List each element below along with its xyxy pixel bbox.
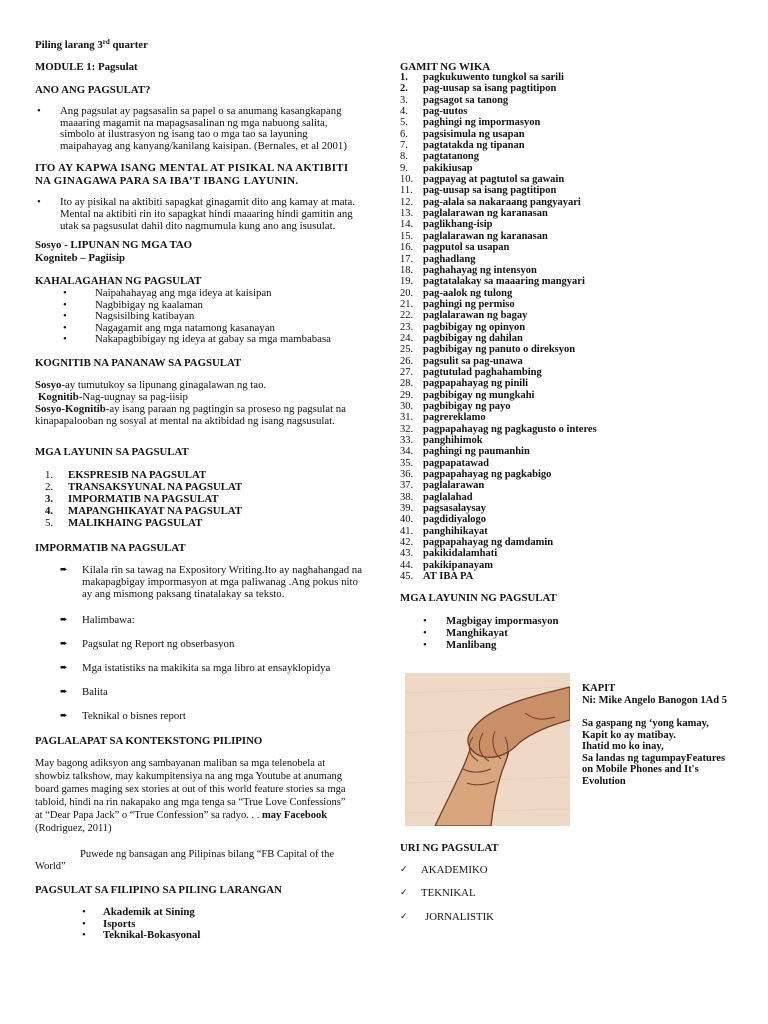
poem-line: Sa gaspang ng ‘yong kamay, [582, 718, 709, 729]
gamit-item [400, 458, 597, 469]
kahalagahan-item-marker: • [63, 298, 67, 311]
gamit-item-marker: 11. [400, 185, 413, 197]
gamit-item-marker: 31. [400, 412, 414, 424]
gamit-item [400, 310, 597, 321]
paragraph-line: maipahayag ang kanyang/kanilang kaisipan. (Bernales, et al 2001) [60, 140, 347, 153]
gamit-item-text: pagbibigay ng dahilan [423, 332, 523, 344]
layunin-item-text: MAPANGHIKAYAT NA PAGSULAT [68, 505, 242, 517]
gamit-item [400, 526, 597, 537]
gamit-item [400, 548, 597, 559]
gamit-item [400, 356, 597, 367]
gamit-item-marker: 44. [400, 559, 414, 571]
uri-item [400, 912, 494, 924]
gamit-item-text: pagsulit sa pag-unawa [423, 355, 523, 367]
kahalagahan-item-marker: • [63, 321, 67, 334]
gamit-item-marker: 8. [400, 151, 408, 163]
sosyo-definition-text: -ay tumutukoy sa lipunang ginagalawan ng tao. [61, 379, 267, 391]
gamit-item-marker: 28. [400, 378, 414, 390]
impormatib-item [60, 687, 367, 699]
larangan-item-marker: • [82, 906, 86, 918]
layunin-ng-item [423, 627, 558, 639]
paragraph-line [35, 809, 346, 822]
gamit-item [400, 174, 597, 185]
gamit-item-marker: 24. [400, 332, 414, 344]
impormatib-list [60, 565, 367, 734]
gamit-item [400, 208, 597, 219]
kahalagahan-item-marker: • [63, 333, 67, 346]
gamit-item-text: paglikhang-isip [423, 219, 493, 231]
gamit-item [400, 254, 597, 265]
gamit-item-text: pag-uutos [423, 106, 468, 118]
gamit-item-text: paglalarawan ng karanasan [423, 230, 548, 242]
gamit-item-marker: 1. [400, 72, 408, 83]
gamit-item-text: pagpapahayag ng pinili [423, 378, 529, 390]
uri-item-marker: ✓ [400, 865, 408, 875]
impormatib-item-text: Mga istatistiks na makikita sa mga libro at ensayklopidya [82, 661, 331, 674]
gamit-item-marker: 10. [400, 174, 414, 186]
gamit-item-text: paglalarawan ng bagay [423, 310, 528, 322]
uri-item-marker: ✓ [400, 911, 408, 922]
gamit-item [400, 390, 597, 401]
gamit-item-text: panghihimok [423, 435, 483, 446]
paragraph-line: utak sa pagsusulat dahil dito nagmumula kung ano ang isusulat. [60, 220, 336, 232]
gamit-item [400, 242, 597, 253]
gamit-item-text: pagpapahayag ng pagkabigo [423, 469, 552, 481]
sosyo-kognitib-term-label: Sosyo-Kognitib [35, 403, 106, 415]
gamit-item-marker: 38. [400, 491, 414, 503]
layunin-item-text: TRANSAKSYUNAL NA PAGSULAT [68, 481, 243, 493]
impormatib-item-marker: ➨ [60, 615, 68, 626]
kahalagahan-item-marker: • [63, 287, 67, 299]
poem-line: Ihatid mo ko inay, [582, 741, 664, 752]
gamit-item-marker: 33. [400, 435, 414, 446]
gamit-item-marker: 13. [400, 208, 414, 220]
kahalagahan-item [63, 288, 331, 300]
gamit-item [400, 140, 597, 151]
gamit-item [400, 333, 597, 344]
bullet-dot-icon: • [37, 105, 41, 117]
poem-line: on Mobile Phones and It's [582, 764, 699, 775]
gamit-item-marker: 2. [400, 83, 408, 95]
gamit-item-marker: 7. [400, 140, 408, 152]
gamit-item [400, 265, 597, 276]
sosyo-kognitib-definition [35, 403, 346, 415]
gamit-ng-wika-list [400, 72, 597, 582]
poem-line: Sa landas ng tagumpayFeatures [582, 752, 726, 764]
gamit-item-text: paghingi ng paumanhin [423, 446, 530, 458]
gamit-item-text: pakikiusap [423, 162, 473, 174]
bullet-dot-icon: • [37, 196, 41, 208]
uri-ng-pagsulat-list [400, 865, 494, 935]
uri-ng-pagsulat-heading: URI NG PAGSULAT [400, 842, 499, 854]
layunin-ng-item [423, 639, 558, 651]
gamit-item [400, 469, 597, 480]
gamit-item-text: pagpapahayag ng damdamin [423, 537, 554, 549]
gamit-item-marker: 15. [400, 230, 414, 242]
uri-item-text: JORNALISTIK [425, 910, 494, 923]
gamit-item [400, 288, 597, 299]
uri-item-text: AKADEMIKO [421, 864, 488, 876]
layunin-item-text: IMPORMATIB NA PAGSULAT [68, 493, 219, 505]
layunin-ng-pagsulat-heading: MGA LAYUNIN NG PAGSULAT [400, 592, 557, 604]
gamit-item-text: paglalarawan ng karanasan [423, 208, 548, 220]
layunin-ng-item-marker: • [423, 615, 427, 627]
layunin-ng-item-text: Manghikayat [446, 627, 508, 639]
impormatib-item-text: Pagsulat ng Report ng obserbasyon [82, 638, 235, 651]
impormatib-item-text: Halimbawa: [82, 614, 135, 627]
layunin-ng-item-marker: • [423, 639, 427, 651]
gamit-item [400, 401, 597, 412]
layunin-sa-pagsulat-heading: MGA LAYUNIN SA PAGSULAT [35, 446, 189, 458]
kahalagahan-item [63, 334, 331, 346]
paragraph-line: tabloid, hindi na rin nakapako ang mga tenga sa “True Love Confessions” [35, 797, 346, 808]
kahalagahan-item-text: Naipahahayag ang mga ideya at kaisipan [95, 287, 272, 299]
gamit-item-text: paglalahad [423, 491, 473, 503]
gamit-item [400, 185, 597, 196]
impormatib-heading: IMPORMATIB NA PAGSULAT [35, 542, 186, 554]
ano-ang-pagsulat-heading: ANO ANG PAGSULAT? [35, 84, 151, 96]
gamit-item-text: pagdidiyalogo [423, 514, 487, 526]
title-superscript: rd [102, 38, 110, 46]
mental-pisikal-heading [35, 162, 348, 188]
gamit-item-text: pagtatanong [423, 151, 480, 163]
gamit-item-marker: 3. [400, 94, 408, 106]
kognitib-term-label: Kognitib [38, 391, 79, 403]
poem-body [582, 718, 727, 787]
gamit-item-text: pag-uusap sa isang pagtitipon [423, 185, 557, 197]
gamit-item-text: pakikipanayam [423, 559, 494, 571]
facebook-emphasis: may Facebook [262, 810, 328, 821]
mental-pisikal-paragraph [37, 196, 355, 232]
gamit-item [400, 571, 597, 582]
definition-paragraph [37, 106, 347, 153]
gamit-item-text: AT IBA PA [423, 571, 474, 583]
kahalagahan-item-marker: • [63, 310, 67, 323]
paragraph-line: simbolo at ilustrasyon ng isang tao o mga tao sa layuning [60, 128, 308, 141]
gamit-item-marker: 32. [400, 423, 414, 435]
impormatib-item-text: Balita [82, 685, 108, 698]
poem-author: Ni: Mike Angelo Banogon 1Ad 5 [582, 695, 727, 706]
gamit-item-text: pagsasalaysay [423, 503, 487, 515]
gamit-item-text: pakikidalamhati [423, 548, 498, 560]
kahalagahan-item-text: Nagagamit ang mga natamong kasanayan [95, 321, 275, 334]
sosyo-kognitib-definition-continued: kinapapalooban ng sosyal at mental na aktibidad ng isang nagsusulat. [35, 415, 335, 427]
gamit-item [400, 367, 597, 378]
kahalagahan-item-text: Nakapagbibigay ng ideya at gabay sa mga mambabasa [95, 333, 331, 346]
gamit-item-text: pagsagot sa tanong [423, 94, 509, 106]
gamit-item-text: pagtatakda ng tipanan [423, 140, 525, 152]
clasped-hands-drawing [405, 673, 570, 826]
impormatib-item [60, 639, 367, 651]
layunin-item-text: MALIKHAING PAGSULAT [68, 517, 203, 529]
gamit-item-marker: 4. [400, 106, 408, 118]
paragraph-line: World” [35, 861, 66, 872]
gamit-item-marker: 26. [400, 355, 414, 367]
citation: (Rodriguez, 2011) [35, 823, 112, 834]
gamit-item-marker: 23. [400, 321, 414, 333]
layunin-ng-item-text: Magbigay impormasyon [446, 615, 559, 627]
gamit-item [400, 72, 597, 83]
impormatib-item-marker: ➨ [60, 639, 68, 650]
uri-item-marker: ✓ [400, 888, 408, 899]
poem-line: Kapit ko ay matibay. [582, 729, 676, 741]
layunin-ng-item-text: Manlibang [446, 639, 497, 651]
paragraph-line: Mental na aktibiti rin ito sapagkat hindi maaaring hindi gamitin ang [60, 208, 353, 220]
gamit-item [400, 231, 597, 242]
larangan-item-text: Teknikal-Bokasyonal [103, 929, 201, 941]
impormatib-item-marker: ➨ [60, 710, 68, 721]
gamit-item-text: paghingi ng impormasyon [423, 117, 541, 129]
gamit-item [400, 163, 597, 174]
gamit-item-text: pagrereklamo [423, 412, 486, 424]
paragraph-line: May bagong adiksyon ang sambayanan maliban sa mga telenobela at [35, 758, 326, 769]
gamit-item-marker: 12. [400, 196, 414, 208]
heading-line: ITO AY KAPWA ISANG MENTAL AT PISIKAL NA AKTIBITI [35, 162, 349, 174]
sosyo-definition [35, 379, 346, 391]
gamit-item [400, 106, 597, 117]
layunin-item-marker: 1. [45, 469, 54, 481]
layunin-item [45, 469, 242, 481]
gamit-item-marker: 45. [400, 571, 414, 583]
gamit-item-text: paglalarawan [423, 480, 485, 492]
gamit-item-text: pag-uusap sa isang pagtitipon [423, 83, 557, 95]
layunin-item-text: EKSPRESIB NA PAGSULAT [68, 469, 207, 481]
paglalapat-heading: PAGLALAPAT SA KONTEKSTONG PILIPINO [35, 735, 263, 747]
sosyo-kogniteb-terms [35, 239, 192, 265]
gamit-item-marker: 17. [400, 253, 414, 265]
kahalagahan-item-text: Nagsisilbing katibayan [95, 310, 195, 323]
uri-item-text: TEKNIKAL [421, 887, 476, 900]
layunin-item [45, 517, 242, 529]
gamit-item [400, 424, 597, 435]
gamit-item [400, 219, 597, 230]
gamit-item-text: pagbibigay ng panuto o direksyon [423, 344, 576, 356]
impormatib-item-text: Teknikal o bisnes report [82, 709, 186, 722]
gamit-item [400, 480, 597, 491]
gamit-item-marker: 6. [400, 128, 408, 140]
gamit-item [400, 299, 597, 310]
fb-capital-paragraph [35, 849, 334, 873]
gamit-item [400, 322, 597, 333]
kognitib-pananaw-heading: KOGNITIB NA PANANAW SA PAGSULAT [35, 357, 242, 369]
layunin-sa-pagsulat-list [45, 469, 242, 529]
gamit-item-marker: 41. [400, 525, 414, 537]
uri-item [400, 865, 494, 877]
impormatib-item-text: Kilala rin sa tawag na Expository Writing.Ito ay naghahangad na makapagbigay impormasyon at mga paliwanag .Ang pokus nito ay ang mismong paksang tinatalakay sa teksto. [82, 564, 363, 600]
layunin-item [45, 481, 242, 493]
gamit-item-text: pagbibigay ng opinyon [423, 321, 526, 333]
larangan-item [82, 930, 200, 942]
gamit-item-marker: 34. [400, 446, 414, 458]
gamit-item [400, 503, 597, 514]
gamit-item [400, 537, 597, 548]
gamit-item-marker: 22. [400, 310, 414, 322]
layunin-ng-item [423, 615, 558, 627]
piling-larangan-list [82, 907, 200, 942]
paragraph-line: Ang pagsulat ay pagsasalin sa papel o sa anumang kasangkapang [60, 105, 342, 117]
gamit-item-text: pagpapatawad [423, 457, 489, 469]
sosyo-term: Sosyo - LIPUNAN NG MGA TAO [35, 239, 193, 251]
gamit-item-marker: 14. [400, 219, 414, 231]
gamit-item-text: pagputol sa usapan [423, 242, 510, 254]
gamit-item-marker: 20. [400, 287, 414, 299]
impormatib-item [60, 711, 367, 723]
impormatib-item [60, 565, 367, 600]
gamit-item [400, 129, 597, 140]
gamit-item-text: pagpapahayag ng pagkagusto o interes [423, 423, 597, 435]
paragraph-line: showbiz talkshow, may kakumpitensiya na ang mga Youtube at anumang [35, 771, 342, 782]
gamit-item-marker: 9. [400, 162, 408, 174]
gamit-item [400, 378, 597, 389]
gamit-item-text: pagbibigay ng payo [423, 400, 511, 412]
layunin-item-marker: 2. [45, 481, 54, 493]
impormatib-item-marker: ➨ [60, 565, 68, 575]
paragraph-line: Ito ay pisikal na aktibiti sapagkat ginagamit dito ang kamay at mata. [60, 196, 356, 208]
gamit-item [400, 95, 597, 106]
gamit-item [400, 492, 597, 503]
gamit-item-marker: 40. [400, 514, 414, 526]
gamit-item [400, 446, 597, 457]
gamit-item-marker: 16. [400, 242, 414, 254]
gamit-item-text: paghadlang [423, 253, 476, 265]
kogniteb-term: Kogniteb – Pagiisip [35, 252, 125, 264]
sosyo-kognitib-definition-text: -ay isang paraan ng pagtingin sa proseso ng pagsulat na [105, 403, 346, 415]
larangan-item-marker: • [82, 917, 86, 930]
larangan-item [82, 907, 200, 919]
piling-larangan-heading: PAGSULAT SA FILIPINO SA PILING LARANGAN [35, 884, 282, 896]
gamit-item [400, 276, 597, 287]
paragraph-line: maaaring magamit na mapagsasalinan ng mga nabuong salita, [60, 116, 328, 129]
kahalagahan-item-text: Nagbibigay ng kaalaman [95, 298, 203, 311]
gamit-item-text: pagpayag at pagtutol sa gawain [423, 174, 565, 186]
gamit-item [400, 197, 597, 208]
gamit-item [400, 117, 597, 128]
gamit-item-marker: 25. [400, 344, 414, 356]
document-title [35, 39, 148, 51]
gamit-item-text: panghihikayat [423, 525, 488, 537]
title-text: Piling larang 3 [35, 39, 103, 51]
kapit-poem [582, 683, 727, 787]
layunin-item-marker: 3. [45, 493, 54, 505]
layunin-ng-item-marker: • [423, 627, 427, 639]
layunin-item-marker: 4. [45, 505, 54, 517]
paragraph-line-text: at “Dear Papa Jack” o “True Confession” sa radyo. . . [35, 810, 263, 821]
gamit-item [400, 344, 597, 355]
module-heading: MODULE 1: Pagsulat [35, 61, 138, 73]
paragraph-line: board games maging sex stories at out of this world feature stories sa mga [35, 784, 346, 795]
gamit-item-marker: 30. [400, 400, 414, 412]
gamit-item-text: pagtutulad paghahambing [423, 366, 542, 378]
gamit-item-text: paghingi ng permiso [423, 298, 515, 310]
gamit-item-marker: 36. [400, 469, 414, 481]
gamit-item [400, 151, 597, 162]
gamit-item-marker: 5. [400, 117, 408, 129]
kognitib-definition [38, 391, 346, 403]
gamit-item-marker: 18. [400, 264, 414, 276]
impormatib-item [60, 663, 367, 675]
gamit-item-marker: 42. [400, 537, 414, 549]
gamit-item [400, 435, 597, 446]
poem-line: Evolution [582, 775, 626, 787]
title-tail: quarter [109, 39, 148, 51]
clasped-hands-illustration [405, 673, 570, 826]
impormatib-item-marker: ➨ [60, 662, 68, 673]
layunin-ng-pagsulat-list [423, 615, 558, 651]
gamit-item-marker: 43. [400, 548, 414, 560]
gamit-item [400, 560, 597, 571]
gamit-item-marker: 29. [400, 389, 414, 401]
paglalapat-paragraph [35, 757, 346, 835]
kognitib-definition-text: -Nag-uugnay sa pag-iisip [78, 391, 188, 403]
impormatib-item [60, 615, 367, 627]
kognitib-definitions [35, 379, 346, 427]
gamit-ng-wika-heading: GAMIT NG WIKA [400, 61, 491, 73]
gamit-item-marker: 39. [400, 503, 414, 515]
larangan-item-text: Isports [103, 917, 136, 930]
gamit-item [400, 514, 597, 525]
gamit-item-text: paghahayag ng intensyon [423, 264, 537, 276]
gamit-item [400, 83, 597, 94]
larangan-item-text: Akademik at Sining [103, 906, 195, 918]
layunin-item-marker: 5. [45, 517, 54, 529]
kahalagahan-heading: KAHALAGAHAN NG PAGSULAT [35, 275, 202, 287]
gamit-item-text: pagkukuwento tungkol sa sarili [423, 72, 564, 83]
heading-line: NA GINAGAWA PARA SA IBA’T IBANG LAYUNIN. [35, 175, 299, 187]
larangan-item-marker: • [82, 929, 86, 941]
gamit-item-marker: 19. [400, 276, 414, 288]
kahalagahan-list [63, 288, 331, 346]
gamit-item-marker: 37. [400, 480, 414, 492]
gamit-item-text: pag-alala sa nakaraang pangyayari [423, 196, 581, 208]
gamit-item-marker: 27. [400, 366, 414, 378]
gamit-item-text: pagtatalakay sa maaaring mangyari [423, 276, 585, 288]
layunin-item [45, 493, 242, 505]
sosyo-term-label: Sosyo [35, 379, 62, 391]
gamit-item [400, 412, 597, 423]
impormatib-item-marker: ➨ [60, 686, 68, 697]
poem-title: KAPIT [582, 683, 616, 694]
gamit-item-marker: 35. [400, 457, 414, 469]
gamit-item-marker: 21. [400, 298, 414, 310]
uri-item [400, 888, 494, 900]
gamit-item-text: pag-aalok ng tulong [423, 287, 513, 299]
gamit-item-text: pagsisimula ng usapan [423, 128, 525, 140]
paragraph-line: Puwede ng bansagan ang Pilipinas bilang “FB Capital of the [80, 849, 334, 860]
layunin-item [45, 505, 242, 517]
gamit-item-text: pagbibigay ng mungkahi [423, 389, 535, 401]
